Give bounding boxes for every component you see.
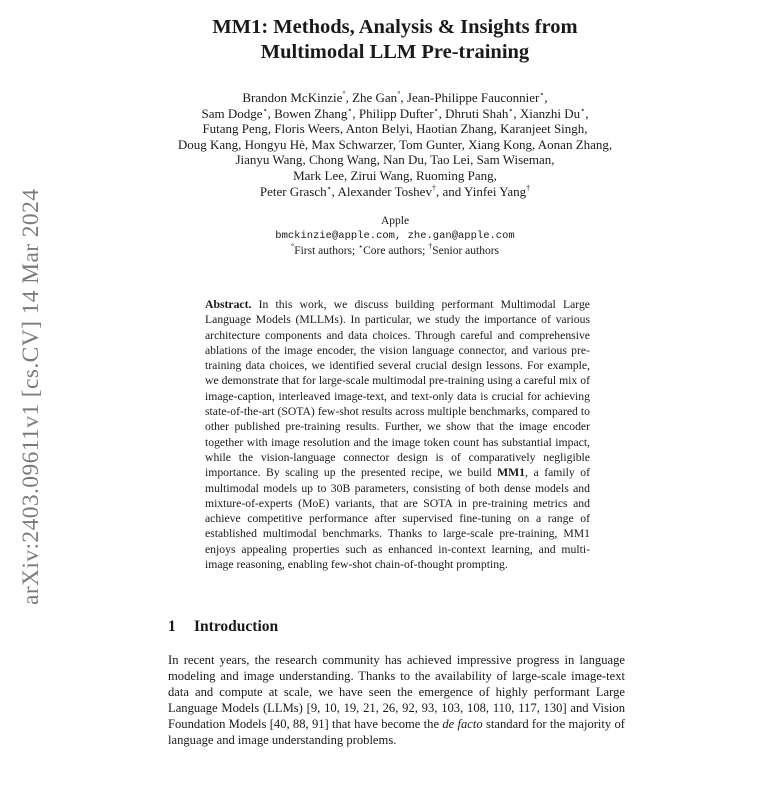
author-name: Ruoming Pang	[416, 167, 494, 183]
author-name: Futang Peng	[202, 121, 268, 137]
author-mark: ⋆	[262, 105, 268, 115]
author-name: Alexander Toshev	[337, 183, 432, 199]
author-name: Dhruti Shah	[445, 105, 509, 121]
affiliation: Apple	[380, 215, 410, 227]
author-name: Nan Du	[383, 152, 424, 168]
author-name: Tom Gunter	[399, 136, 462, 152]
model-name: MM1	[497, 466, 525, 480]
core-author-label: Core authors;	[363, 245, 426, 257]
author-name: Mark Lee	[293, 167, 344, 183]
senior-author-label: Senior authors	[432, 245, 500, 257]
author-mark: °	[397, 89, 401, 99]
author-name: Yinfei Yang	[464, 183, 527, 199]
author-emails[interactable]: bmckinzie@apple.com, zhe.gan@apple.com	[275, 230, 515, 242]
author-name: Haotian Zhang	[416, 121, 494, 137]
author-mark: †	[526, 183, 531, 193]
author-name: Xiang Kong	[468, 136, 532, 152]
abstract-text-1: In this work, we discuss building performant Multimodal Large Language Models (MLLMs). In particular, we study the importance of various architecture components and data choices. Through careful and comprehensive ablations of the image encoder, the vision language connector, and various pre-training data choices, we identified several crucial design lessons. For example, we demonstrate that for large-scale multimodal pre-training using a careful mix of image-caption, interleaved image-text, and text-only data is crucial for achieving state-of-the-art (SOTA) few-shot results across multiple benchmarks, compared to other published pre-training results. Further, we show that the image encoder together with image resolution and the image token count has substantial impact, while the vision-language connector design is of comparatively negligible importance. By scaling up the presented recipe, we build	[205, 298, 590, 480]
author-name: Sam Dodge	[201, 105, 263, 121]
arxiv-identifier: arXiv:2403.09611v1 [cs.CV] 14 Mar 2024	[18, 188, 44, 605]
core-author-mark: ⋆	[358, 242, 364, 252]
author-name: Jianyu Wang	[235, 152, 303, 168]
author-name: Peter Grasch	[259, 183, 327, 199]
author-name: Zhe Gan	[352, 90, 398, 105]
intro-text-2: standard for the majority of language and image understanding problems.	[168, 717, 625, 748]
author-name: Chong Wang	[308, 152, 377, 168]
author-role-legend	[150, 244, 640, 259]
section-heading	[168, 617, 628, 637]
author-mark: ⋆	[580, 105, 586, 115]
abstract-label: Abstract.	[205, 298, 252, 311]
author-mark: ⋆	[508, 105, 514, 115]
author-name: Tao Lei	[430, 152, 471, 168]
author-list: Brandon McKinzie°, Zhe Gan°, Jean-Philippe Fauconnier⋆, Sam Dodge⋆, Bowen Zhang⋆, Philipp Dufter⋆, Dhruti Shah⋆, Xianzhi Du⋆, Futang Peng, Floris Weers, Anton Belyi, Haotian Zhang, Karanjeet Singh, Doug Kang, Hongyu Hè, Max Schwarzer, Tom Gunter, Xiang Kong, Aonan Zhang, Jianyu Wang, Chong Wang, Nan Du, Tao Lei, Sam Wiseman, Mark Lee, Zirui Wang, Ruoming Pang, Peter Grasch⋆, Alexander Toshev†, and Yinfei Yang†	[177, 89, 613, 199]
author-mark: ⋆	[433, 105, 439, 115]
intro-text-1: In recent years, the research community has achieved impressive progress in language modeling and image understanding. Thanks to the availability of large-scale image-text data and compute at scale, we have seen the emergence of highly performant Large Language Models (LLMs) [9, 10, 19, 21, 26, 92, 93, 103, 108, 110, 117, 130] and Vision Foundation Models [40, 88, 91] that have become the	[168, 653, 625, 732]
author-name: Bowen Zhang	[274, 105, 348, 121]
author-name: Brandon McKinzie	[242, 90, 343, 105]
title-line-1: MM1: Methods, Analysis & Insights from	[212, 16, 578, 38]
section-title: Introduction	[194, 618, 279, 635]
author-name: Floris Weers	[274, 121, 340, 137]
author-name: Xianzhi Du	[519, 105, 581, 121]
abstract-text-2: , a family of multimodal models up to 30B parameters, consisting of both dense models and mixture-of-experts (MoE) variants, that are SOTA in pre-training metrics and achieve competitive performance after supervised fine-tuning on a range of established multimodal benchmarks. Thanks to large-scale pre-training, MM1 enjoys appealing properties such as enhanced in-context learning, and multi-image reasoning, enabling few-shot chain-of-thought prompting.	[205, 466, 591, 572]
author-mark: °	[342, 89, 346, 99]
author-name: Max Schwarzer	[311, 136, 393, 152]
abstract	[205, 297, 590, 572]
author-name: Karanjeet Singh	[500, 121, 585, 137]
paper-title	[150, 15, 640, 65]
author-name: Aonan Zhang	[537, 136, 609, 152]
senior-author-mark: †	[428, 242, 433, 252]
author-mark: ⋆	[539, 89, 545, 99]
first-author-mark: °	[290, 242, 295, 252]
first-author-label: First authors;	[294, 245, 356, 257]
author-name: Sam Wiseman	[476, 152, 552, 168]
intro-italic: de facto	[442, 717, 483, 732]
author-name: Zirui Wang	[350, 167, 410, 183]
author-name: Doug Kang	[177, 136, 239, 152]
author-mark: ⋆	[326, 183, 332, 193]
section-number: 1	[168, 618, 176, 635]
author-mark: †	[431, 183, 436, 193]
affiliation-block	[150, 214, 640, 259]
author-name: Hongyu Hè	[244, 136, 305, 152]
author-name: Philipp Dufter	[358, 105, 434, 121]
intro-paragraph	[168, 652, 625, 749]
author-mark: ⋆	[347, 105, 353, 115]
author-and: and	[442, 183, 462, 199]
author-name: Jean-Philippe Fauconnier	[406, 90, 540, 105]
title-line-2: Multimodal LLM Pre-training	[260, 41, 530, 63]
author-name: Anton Belyi	[345, 121, 410, 137]
